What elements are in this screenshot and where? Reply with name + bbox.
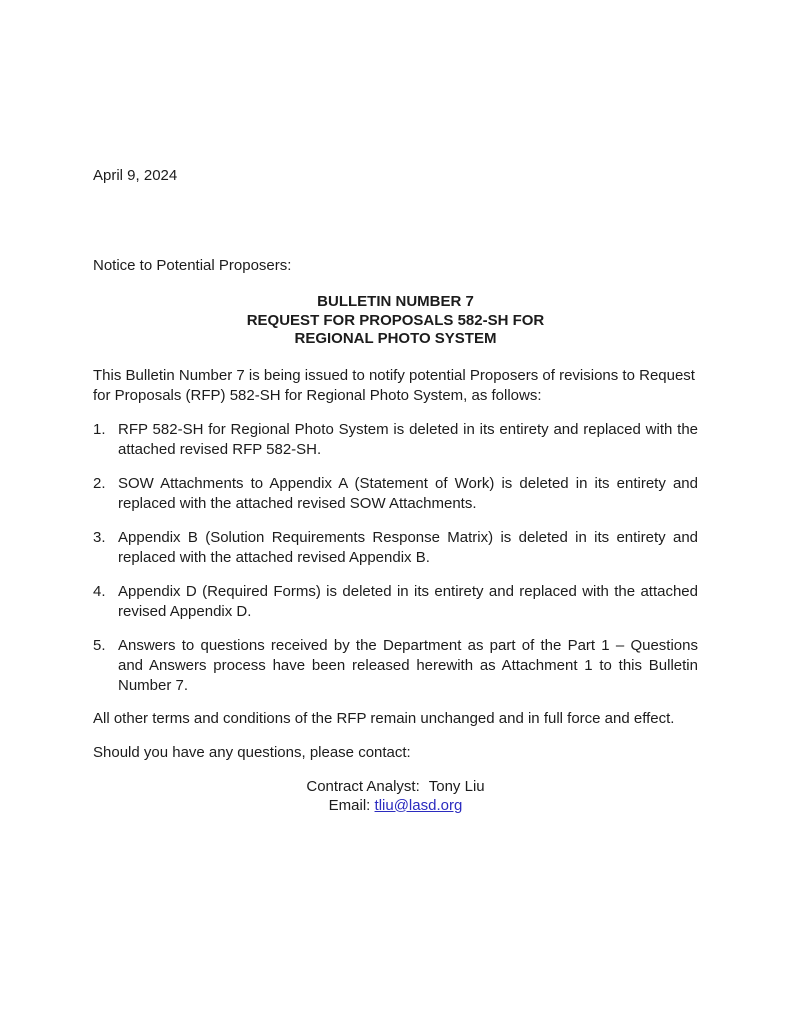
list-item-number: 2. — [93, 474, 106, 492]
list-item-text: SOW Attachments to Appendix A (Statement of Work) is deleted in its entirety and replaced with the attached revised SOW Attachments. — [118, 474, 698, 512]
letter-date: April 9, 2024 — [93, 167, 178, 184]
bulletin-heading-line1: BULLETIN NUMBER 7 — [317, 293, 474, 310]
list-item — [93, 636, 698, 696]
list-item-text: RFP 582-SH for Regional Photo System is deleted in its entirety and replaced with the attached revised RFP 582-SH. — [118, 420, 698, 458]
contact-analyst-name: Tony Liu — [428, 777, 485, 795]
contact-email-line — [93, 796, 698, 815]
list-item-number: 3. — [93, 528, 106, 546]
list-item — [93, 582, 698, 622]
closing-statement: All other terms and conditions of the RFP remain unchanged and in full force and effect. — [93, 709, 675, 727]
bulletin-heading-line2: REQUEST FOR PROPOSALS 582-SH FOR — [246, 311, 545, 329]
contact-prompt: Should you have any questions, please contact: — [93, 743, 411, 761]
bulletin-heading-line3: REGIONAL PHOTO SYSTEM — [294, 330, 497, 347]
list-item-number: 1. — [93, 420, 106, 438]
list-item — [93, 528, 698, 568]
contact-email-label: Email: — [328, 796, 371, 814]
salutation: Notice to Potential Proposers: — [93, 257, 292, 274]
contact-analyst-label: Contract Analyst: — [306, 777, 420, 795]
list-item-number: 4. — [93, 582, 106, 600]
list-item-text: Appendix D (Required Forms) is deleted in its entirety and replaced with the attached revised Appendix D. — [118, 582, 698, 620]
list-item — [93, 474, 698, 514]
intro-paragraph: This Bulletin Number 7 is being issued to notify potential Proposers of revisions to Request for Proposals (RFP) 582-SH for Regional Photo System, as follows: — [93, 366, 695, 404]
list-item-text: Answers to questions received by the Department as part of the Part 1 – Questions and Answers process have been released herewith as Attachment 1 to this Bulletin Number 7. — [118, 636, 698, 694]
contact-block — [93, 777, 698, 815]
list-item-number: 5. — [93, 636, 106, 654]
bulletin-heading — [93, 293, 698, 349]
list-item — [93, 420, 698, 460]
revision-list — [93, 420, 698, 696]
contact-analyst-line — [93, 777, 698, 796]
list-item-text: Appendix B (Solution Requirements Response Matrix) is deleted in its entirety and replaced with the attached revised Appendix B. — [118, 528, 698, 566]
email-link[interactable]: tliu@lasd.org — [374, 796, 463, 814]
